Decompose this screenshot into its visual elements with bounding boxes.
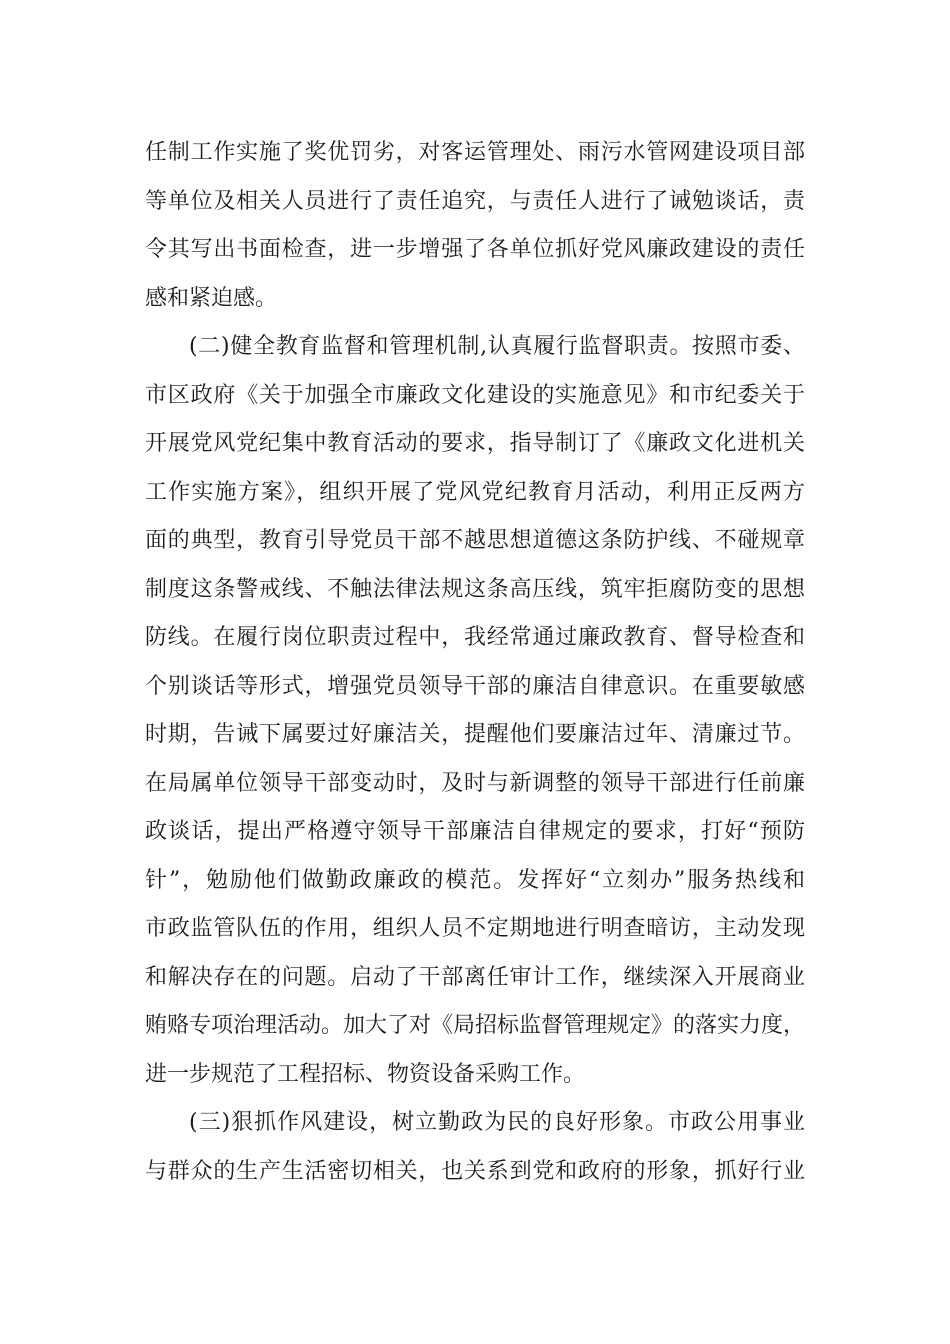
text-line-10: 制度这条警戒线、不触法律法规这条高压线，筑牢拒腐防变的思想	[145, 576, 805, 602]
text-line-17: 市政监管队伍的作用，组织人员不定期地进行明查暗访，主动发现	[145, 916, 805, 941]
text-line-9: 面的典型，教育引导党员干部不越思想道德这条防护线、不碰规章	[145, 528, 805, 553]
text-line-3: 令其写出书面检查，进一步增强了各单位抓好党风廉政建设的责任	[145, 237, 805, 262]
text-line-18: 和解决存在的问题。启动了干部离任审计工作，继续深入开展商业	[145, 964, 805, 990]
document-body	[145, 131, 805, 1198]
text-line-15: 政谈话，提出严格遵守领导干部廉洁自律规定的要求，打好“预防	[145, 819, 805, 844]
text-line-19: 贿赂专项治理活动。加大了对《局招标监督管理规定》的落实力度，	[145, 1013, 806, 1038]
text-line-12: 个别谈话等形式，增强党员领导干部的廉洁自律意识。在重要敏感	[145, 673, 805, 699]
text-line-20: 进一步规范了工程招标、物资设备采购工作。	[145, 1061, 586, 1087]
text-line-13: 时期，告诫下属要过好廉洁关，提醒他们要廉洁过年、清廉过节。	[145, 722, 805, 747]
text-line-1: 任制工作实施了奖优罚劣，对客运管理处、雨污水管网建设项目部	[145, 140, 805, 165]
section-3-heading-line: (三)狠抓作风建设，树立勤政为民的良好形象。市政公用事业	[189, 1110, 805, 1135]
text-line-11: 防线。在履行岗位职责过程中，我经常通过廉政教育、督导检查和	[145, 625, 805, 650]
text-line-14: 在局属单位领导干部变动时，及时与新调整的领导干部进行任前廉	[145, 770, 805, 796]
text-line-7: 开展党风党纪集中教育活动的要求，指导制订了《廉政文化进机关	[145, 431, 805, 456]
text-line-6: 市区政府《关于加强全市廉政文化建设的实施意见》和市纪委关于	[145, 382, 805, 408]
text-line-4: 感和紧迫感。	[145, 285, 278, 311]
section-2-heading-line: (二)健全教育监督和管理机制,认真履行监督职责。按照市委、	[189, 334, 805, 359]
text-line-22: 与群众的生产生活密切相关，也关系到党和政府的形象，抓好行业	[145, 1158, 805, 1184]
text-line-2: 等单位及相关人员进行了责任追究，与责任人进行了诫勉谈话，责	[145, 188, 805, 214]
text-line-16: 针”，勉励他们做勤政廉政的模范。发挥好“立刻办”服务热线和	[145, 867, 805, 893]
text-line-8: 工作实施方案》，组织开展了党风党纪教育月活动，利用正反两方	[145, 479, 805, 505]
